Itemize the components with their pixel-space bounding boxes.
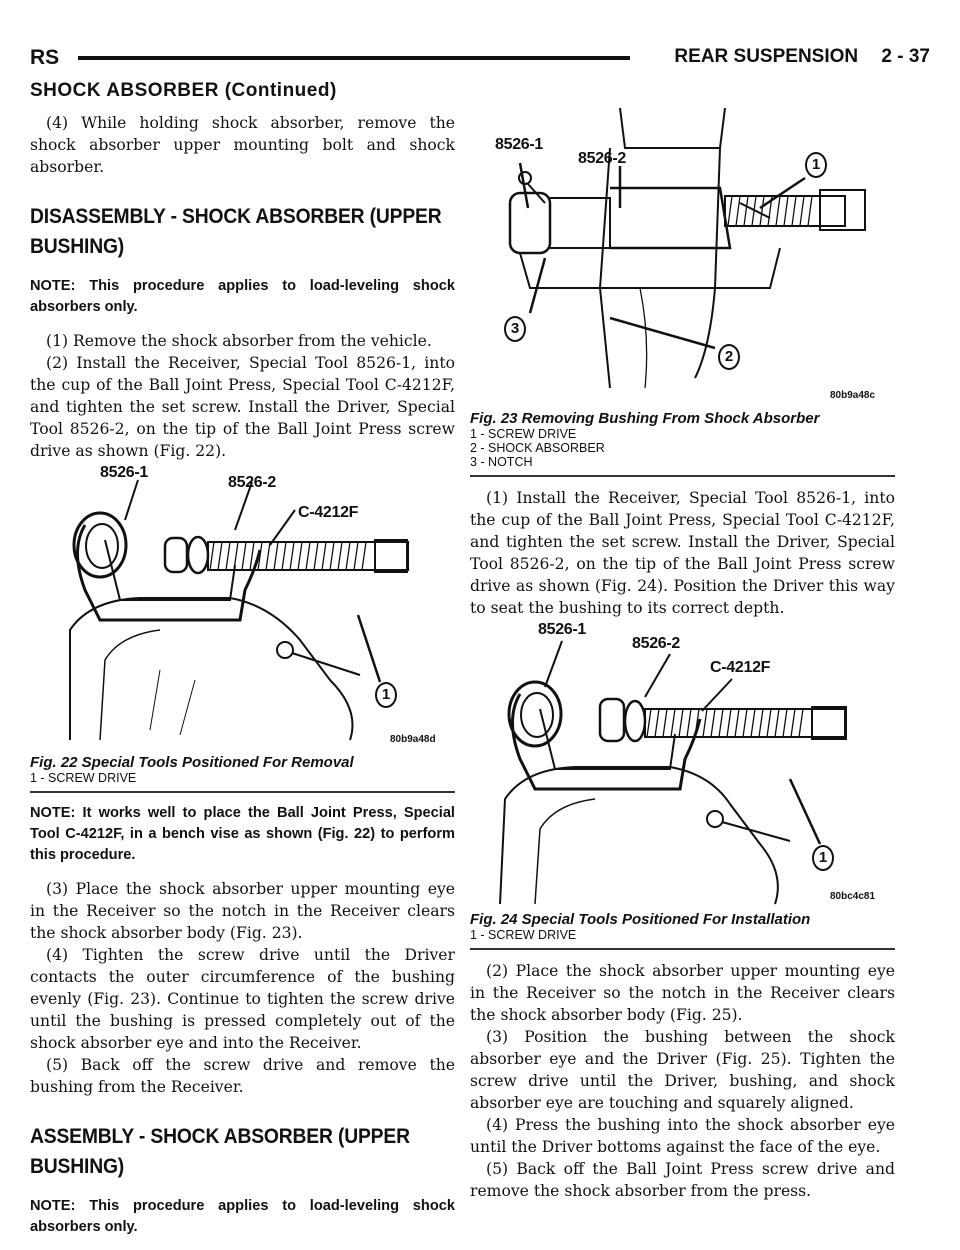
step-text: (5) Back off the screw drive and remove the bushing from the Receiver. (30, 1056, 455, 1096)
tool-label: 8526-2 (632, 635, 681, 652)
figure-code: 80b9a48d (390, 734, 436, 745)
chapter-title: REAR SUSPENSION (674, 46, 859, 67)
figure-23 (470, 108, 895, 477)
continued-title: SHOCK ABSORBER (Continued) (30, 80, 337, 101)
tool-label: 8526-1 (538, 621, 587, 638)
header-right (656, 46, 930, 68)
figure-caption: Fig. 24 Special Tools Positioned For Installation (470, 911, 811, 928)
figure-legend-item: 2 - SHOCK ABSORBER (470, 441, 605, 455)
right-column (470, 108, 895, 1202)
step-text: (3) Place the shock absorber upper mounting eye in the Receiver so the notch in the Receiver clears the shock absorber body (Fig. 23). (30, 880, 455, 942)
step-text: (4) Tighten the screw drive until the Driver contacts the outer circumference of the bushing evenly (Fig. 23). Continue to tighten the screw drive until the bushing is pressed completely out of the shock absorber eye and into the Receiver. (30, 946, 455, 1052)
figure-legend-item: 1 - SCREW DRIVE (470, 928, 577, 942)
callout-1: 1 (812, 845, 834, 871)
note-text: NOTE: This procedure applies to load-leveling shock absorbers only. (30, 278, 455, 315)
step-text: (4) While holding shock absorber, remove the shock absorber upper mounting bolt and shock absorber. (30, 114, 455, 176)
ball-joint-press-drawing (30, 470, 455, 750)
section-heading: ASSEMBLY - SHOCK ABSORBER (UPPER BUSHING) (30, 1125, 410, 1178)
figure-code: 80bc4c81 (830, 891, 876, 902)
figure-caption: Fig. 22 Special Tools Positioned For Removal (30, 754, 354, 771)
tool-label: C-4212F (710, 659, 771, 676)
figure-legend-item: 3 - NOTCH (470, 455, 533, 469)
callout-1: 1 (805, 152, 827, 178)
step-text: (1) Install the Receiver, Special Tool 8526-1, into the cup of the Ball Joint Press, Special Tool C-4212F, and tighten the set screw. Install the Driver, Special Tool 8526-2, on the tip of the Ball Joint Press screw drive as shown (Fig. 24). Position the Driver this way to seat the bushing to its correct depth. (470, 489, 895, 617)
left-column (30, 112, 455, 1250)
callout-1: 1 (375, 682, 397, 708)
figure-rule (470, 475, 895, 477)
page-number: 2 - 37 (881, 46, 930, 67)
note-text: NOTE: This procedure applies to load-leveling shock absorbers only. (30, 1198, 455, 1235)
note-text: NOTE: It works well to place the Ball Joint Press, Special Tool C-4212F, in a bench vise as shown (Fig. 22) to perform this procedure. (30, 805, 455, 863)
step-text: (1) Remove the shock absorber from the vehicle. (46, 332, 432, 350)
step-text: (4) Press the bushing into the shock absorber eye until the Driver bottoms against the face of the eye. (470, 1116, 895, 1156)
tool-label: 8526-1 (495, 136, 544, 153)
figure-caption: Fig. 23 Removing Bushing From Shock Absorber (470, 410, 820, 427)
tool-label: 8526-2 (228, 474, 277, 491)
figure-rule (470, 948, 895, 950)
figure-23-illustration (470, 108, 895, 406)
tool-label: 8526-1 (100, 464, 149, 481)
header-rule (78, 56, 630, 60)
figure-22-illustration (30, 464, 455, 750)
figure-rule (30, 791, 455, 793)
callout-3: 3 (504, 316, 526, 342)
figure-code: 80b9a48c (830, 390, 876, 401)
page-header (30, 46, 930, 72)
figure-legend-item: 1 - SCREW DRIVE (470, 427, 577, 441)
step-text: (2) Place the shock absorber upper mounting eye in the Receiver so the notch in the Receiver clears the shock absorber body (Fig. 25). (470, 962, 895, 1024)
tool-label: C-4212F (298, 504, 359, 521)
figure-22 (30, 464, 455, 793)
section-code: RS (30, 46, 60, 69)
step-text: (2) Install the Receiver, Special Tool 8526-1, into the cup of the Ball Joint Press, Special Tool C-4212F, and tighten the set screw. Install the Driver, Special Tool 8526-2, on the tip of the Ball Joint Press screw drive as shown (Fig. 22). (30, 354, 455, 460)
figure-legend-item: 1 - SCREW DRIVE (30, 771, 137, 785)
tool-label: 8526-2 (578, 150, 627, 167)
step-text: (5) Back off the Ball Joint Press screw drive and remove the shock absorber from the press. (470, 1160, 895, 1200)
step-text: (3) Position the bushing between the shock absorber eye and the Driver (Fig. 25). Tighten the screw drive until the Driver, bushing, and shock absorber eye are touching and squarely aligned. (470, 1028, 895, 1112)
figure-24 (470, 621, 895, 950)
section-heading: DISASSEMBLY - SHOCK ABSORBER (UPPER BUSHING) (30, 205, 442, 258)
figure-24-illustration (470, 621, 895, 907)
callout-2: 2 (718, 344, 740, 370)
